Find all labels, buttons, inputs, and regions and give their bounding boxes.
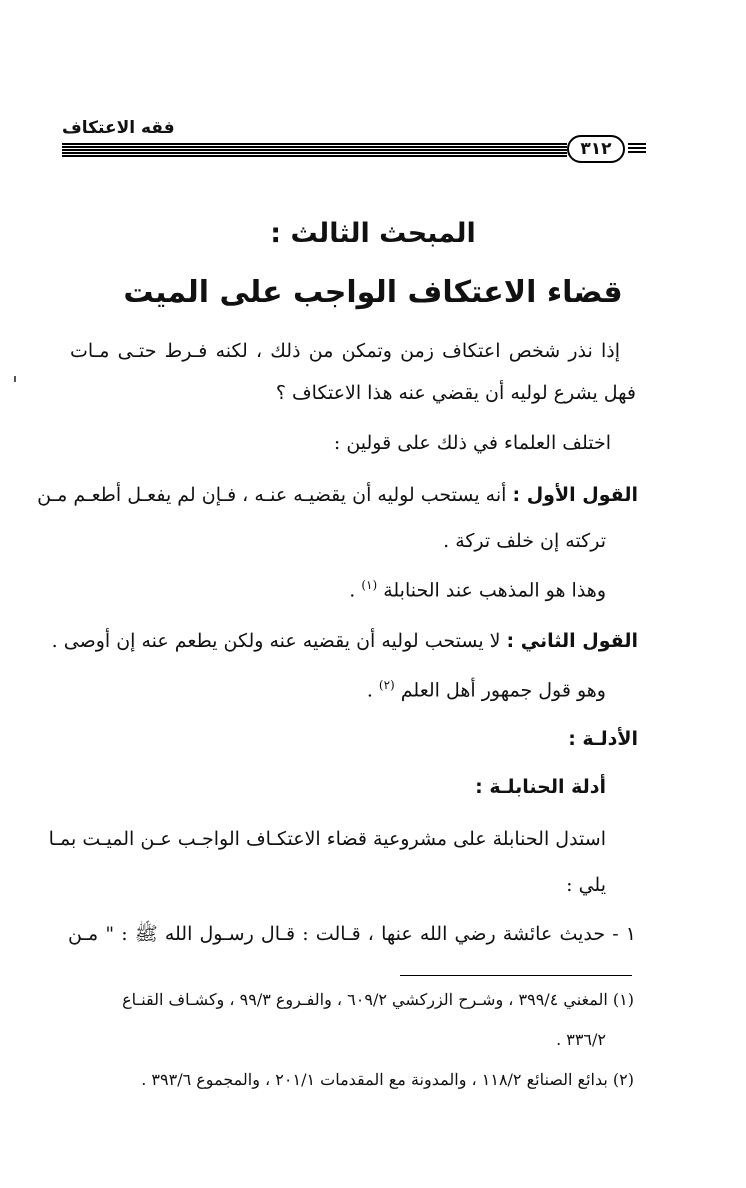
paragraph-2: اختلف العلماء في ذلك على قولين : (333, 432, 611, 454)
page-number: ٣١٢ (567, 135, 625, 163)
header-rule-right (628, 143, 646, 155)
evidence-line-2: يلي : (566, 874, 606, 896)
margin-mark (14, 376, 16, 382)
second-opinion-line (52, 630, 638, 652)
first-opinion-line-1 (37, 484, 638, 506)
running-title: فقه الاعتكاف (62, 118, 175, 138)
second-opinion-label: القول الثاني : (506, 630, 638, 652)
evidence-line-1: استدل الحنابلة على مشروعية قضاء الاعتكـاف الواجـب عـن الميـت بمـا (48, 828, 606, 850)
first-opinion-note-end: . (349, 579, 356, 602)
footnote-ref-1: (١) (361, 578, 378, 592)
evidence-heading: الأدلـة : (568, 728, 638, 750)
second-opinion-note-text: وهو قول جمهور أهل العلم (400, 679, 606, 702)
first-opinion-note-text: وهذا هو المذهب عند الحنابلة (383, 579, 606, 602)
header-rule (62, 143, 567, 159)
section-heading: المبحث الثالث : (270, 218, 476, 249)
evidence-item-1: ١ - حديث عائشة رضي الله عنها ، قـالت : قـال رسـول الله ﷺ : " مـن (68, 923, 636, 945)
second-opinion-note (367, 678, 606, 701)
footnote-2: (٢) بدائع الصنائع ١١٨/٢ ، والمدونة مع المقدمات ٢٠١/١ ، والمجموع ٣٩٣/٦ . (141, 1070, 634, 1089)
footnote-1-line-1: (١) المغني ٣٩٩/٤ ، وشـرح الزركشي ٦٠٩/٢ ، والفـروع ٩٩/٣ ، وكشـاف القنـاع (122, 990, 634, 1009)
chapter-title: قضاء الاعتكاف الواجب على الميت (123, 275, 623, 310)
second-opinion-note-end: . (366, 679, 373, 702)
footnote-1-line-2: ٣٣٦/٢ . (556, 1030, 606, 1049)
first-opinion-note (349, 578, 606, 601)
hanabila-evidence-heading: أدلة الحنابلـة : (475, 776, 606, 798)
first-opinion-line-2: تركته إن خلف تركة . (443, 530, 606, 552)
first-opinion-label: القول الأول : (512, 484, 638, 506)
footnote-rule (400, 975, 632, 976)
footnote-ref-2: (٢) (378, 678, 395, 692)
first-opinion-text: أنه يستحب لوليه أن يقضيـه عنـه ، فـإن لم يفعـل أطعـم مـن (37, 484, 507, 506)
running-header (62, 118, 642, 168)
paragraph-1-line-1: إذا نذر شخص اعتكاف زمن وتمكن من ذلك ، لكنه فـرط حتـى مـات (70, 340, 620, 362)
second-opinion-text: لا يستحب لوليه أن يقضيه عنه ولكن يطعم عنه إن أوصى . (51, 630, 501, 652)
paragraph-1-line-2: فهل يشرع لوليه أن يقضي عنه هذا الاعتكاف ؟ (275, 382, 636, 404)
